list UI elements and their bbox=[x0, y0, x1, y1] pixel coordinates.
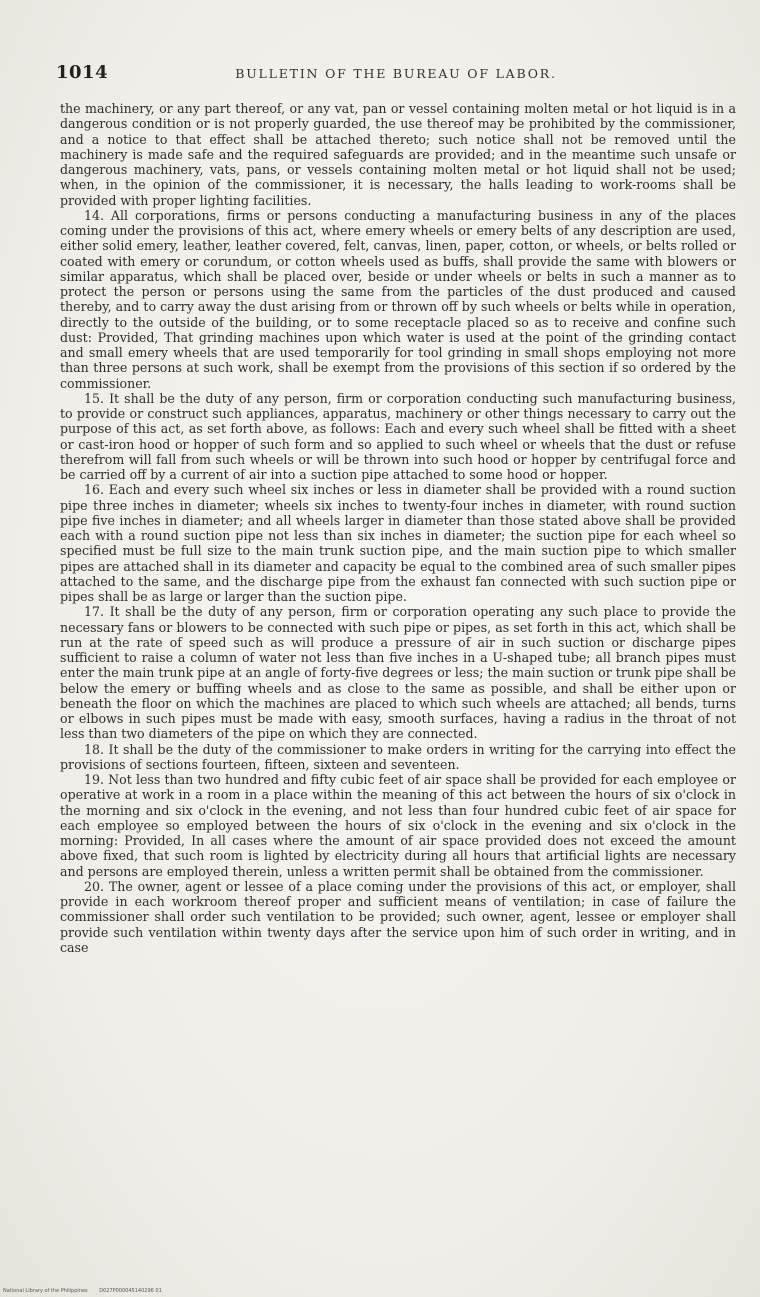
call-number: D027P000045140296 01 bbox=[99, 1288, 162, 1294]
paragraph-continuation: the machinery, or any part thereof, or any vat, pan or vessel containing molten metal or hot liquid is in a dangerous condition or is not properly guarded, the use thereof may be prohibited by the commissioner, and a notice to that effect shall be attached thereto; such notice shall not be removed until the machinery is made safe and the required safeguards are provided; and in the meantime such unsafe or dangerous machinery, vats, pans, or vessels containing molten metal or hot liquid shall not be used; when, in the opinion of the commissioner, it is necessary, the halls leading to work-rooms shall be provided with proper lighting facilities. bbox=[60, 101, 736, 208]
running-head: BULLETIN OF THE BUREAU OF LABOR. bbox=[235, 66, 557, 81]
library-credit: National Library of the Philippines bbox=[3, 1288, 88, 1294]
paragraph-section-16: 16. Each and every such wheel six inches or less in diameter shall be provided with a round suction pipe three inches in diameter; wheels six inches to twenty-four inches in diameter, with round suction pipe five inches in diameter; and all wheels larger in diameter than those stated above shall be provided each with a round suction pipe not less than six inches in diameter; the suction pipe for each wheel so specified must be full size to the main trunk suction pipe, and the main suction pipe to which smaller pipes are attached shall in its diameter and capacity be equal to the combined area of such smaller pipes attached to the same, and the discharge pipe from the exhaust fan connected with such suction pipe or pipes shall be as large or larger than the suction pipe. bbox=[60, 482, 736, 604]
scan-footer bbox=[3, 1288, 162, 1294]
page-number: 1014 bbox=[56, 62, 109, 83]
page-header bbox=[56, 62, 736, 86]
paragraph-section-18: 18. It shall be the duty of the commissioner to make orders in writing for the carrying into effect the provisions of sections fourteen, fifteen, sixteen and seventeen. bbox=[60, 741, 736, 772]
paragraph-section-15: 15. It shall be the duty of any person, firm or corporation conducting such manufacturing business, to provide or construct such appliances, apparatus, machinery or other things necessary to carry out the purpose of this act, as set forth above, as follows: Each and every such wheel shall be fitted with a sheet or cast-iron hood or hopper of such form and so applied to such wheel or wheels that the dust or refuse therefrom will fall from such wheels or will be thrown into such hood or hopper by centrifugal force and be carried off by a current of air into a suction pipe attached to some hood or hopper. bbox=[60, 390, 736, 482]
paragraph-section-20: 20. The owner, agent or lessee of a place coming under the provisions of this act, or employer, shall provide in each workroom thereof proper and sufficient means of ventilation; in case of failure the commissioner shall order such ventilation to be provided; such owner, agent, lessee or employer shall provide such ventilation within twenty days after the service upon him of such order in writing, and in case bbox=[60, 878, 736, 955]
paragraph-section-14: 14. All corporations, firms or persons conducting a manufacturing business in any of the places coming under the provisions of this act, where emery wheels or emery belts of any description are used, either solid emery, leather, leather covered, felt, canvas, linen, paper, cotton, or wheels, or belts rolled or coated with emery or corundum, or cotton wheels used as buffs, shall provide the same with blowers or similar apparatus, which shall be placed over, beside or under wheels or belts in such a manner as to protect the person or persons using the same from the particles of the dust produced and caused thereby, and to carry away the dust arising from or thrown off by such wheels or belts while in operation, directly to the outside of the building, or to some receptacle placed so as to receive and confine such dust: Provided, That grinding machines upon which water is used at the point of the grinding contact and small emery wheels that are used temporarily for tool grinding in small shops employing not more than three persons at such work, shall be exempt from the provisions of this section if so ordered by the commissioner. bbox=[60, 207, 736, 391]
paragraph-section-19: 19. Not less than two hundred and fifty cubic feet of air space shall be provided for each employee or operative at work in a room in a place within the meaning of this act between the hours of six o'clock in the morning and six o'clock in the evening, and not less than four hundred cubic feet of air space for each employee so employed between the hours of six o'clock in the evening and six o'clock in the morning: Provided, In all cases where the amount of air space provided does not exceed the amount above fixed, that such room is lighted by electricity during all hours that artificial lights are necessary and persons are employed therein, unless a written permit shall be obtained from the commissioner. bbox=[60, 772, 736, 879]
body-text bbox=[60, 101, 736, 955]
paragraph-section-17: 17. It shall be the duty of any person, firm or corporation operating any such place to provide the necessary fans or blowers to be connected with such pipe or pipes, as set forth in this act, which shall be run at the rate of speed such as will produce a pressure of air in such suction or discharge pipes sufficient to raise a column of water not less than five inches in a U-shaped tube; all branch pipes must enter the main trunk pipe at an angle of forty-five degrees or less; the main suction or trunk pipe shall be below the emery or buffing wheels and as close to the same as possible, and shall be either upon or beneath the floor on which the machines are placed to which such wheels are attached; all bends, turns or elbows in such pipes must be made with easy, smooth surfaces, having a radius in the throat of not less than two diameters of the pipe on which they are connected. bbox=[60, 604, 736, 742]
